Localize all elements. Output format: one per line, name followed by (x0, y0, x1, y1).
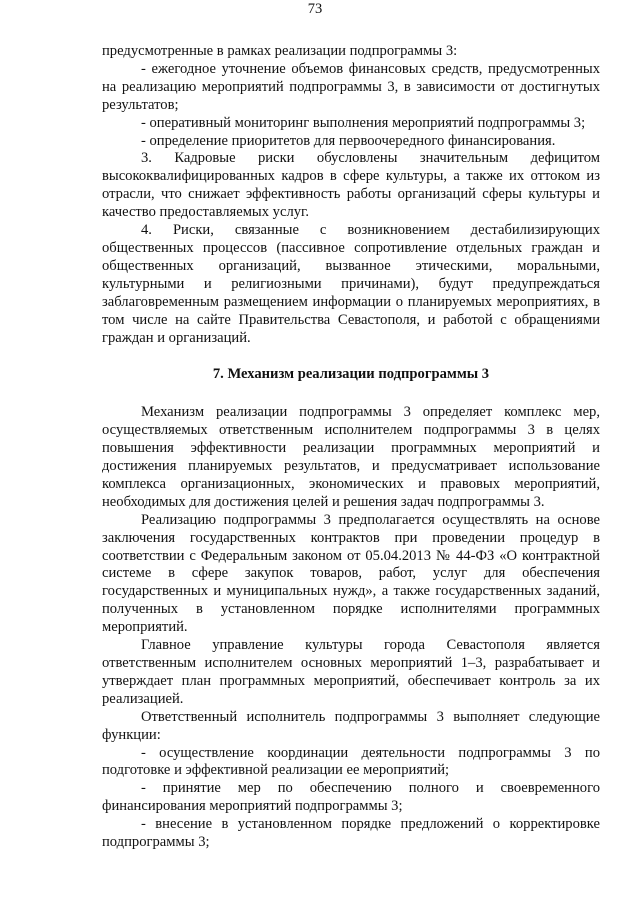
paragraph-mechanism: Механизм реализации подпрограммы 3 определяет комплекс мер, осуществляемых ответственным исполнителем подпрограммы 3 в целях повышения эффективности реализации программных мероприятий и достижения планируемых результатов, и предусматривает использование комплекса организационных, экономических и правовых мероприятий, необходимых для достижения целей и решения задач подпрограммы 3. (102, 404, 600, 510)
paragraph-main-department: Главное управление культуры города Севастополя является ответственным исполнителем основных мероприятий 1–3, разрабатывает и утверждает план программных мероприятий, обеспечивает контроль за их реализацией. (102, 637, 600, 707)
section-heading: 7. Механизм реализации подпрограммы 3 (212, 366, 490, 383)
paragraph-social-risks: 4. Риски, связанные с возникновением дестабилизирующих общественных процессов (пассивное сопротивление отдельных граждан и общественных организаций, вызванное этическими, моральными, культурными и религиозными причинами), будут предупреждаться заблаговременным размещением информации о планируемых мероприятиях, в том числе на сайте Правительства Севастополя, и работой с обращениями граждан и организаций. (102, 222, 600, 346)
list-item-priorities: - определение приоритетов для первоочередного финансирования. (141, 132, 556, 149)
page-number: 73 (307, 1, 323, 17)
paragraph-contracts: Реализацию подпрограммы 3 предполагается осуществлять на основе заключения государственных контрактов при проведении процедур в соответствии с Федеральным законом от 05.04.2013 № 44-ФЗ «О контрактной системе в сфере закупок товаров, работ, услуг для обеспечения государственных и муниципальных нужд», а также государственных заданий, полученных в установленном порядке исполнителями программных мероприятий. (102, 511, 600, 636)
paragraph-continuation: предусмотренные в рамках реализации подпрограммы 3: (102, 43, 458, 59)
list-item-monitoring: - оперативный мониторинг выполнения мероприятий подпрограммы 3; (141, 114, 586, 131)
list-item-proposals: - внесение в установленном порядке предложений о корректировке подпрограммы 3; (102, 816, 600, 851)
list-item-coordination: - осуществление координации деятельности подпрограммы 3 по подготовке и эффективной реализации ее мероприятий; (102, 744, 600, 779)
paragraph-functions-intro: Ответственный исполнитель подпрограммы 3 выполняет следующие функции: (102, 708, 600, 743)
list-item-annual-adjustment: - ежегодное уточнение объемов финансовых средств, предусмотренных на реализацию мероприятий подпрограммы 3, в зависимости от достигнутых результатов; (102, 60, 600, 113)
document-body (102, 43, 600, 852)
paragraph-personnel-risks: 3. Кадровые риски обусловлены значительным дефицитом высококвалифицированных кадров в сфере культуры, а также их оттоком из отрасли, что снижает эффективность работы организаций сферы культуры и качество предоставляемых услуг. (102, 150, 600, 221)
list-item-financing: - принятие мер по обеспечению полного и своевременного финансирования мероприятий подпрограммы 3; (102, 780, 600, 815)
